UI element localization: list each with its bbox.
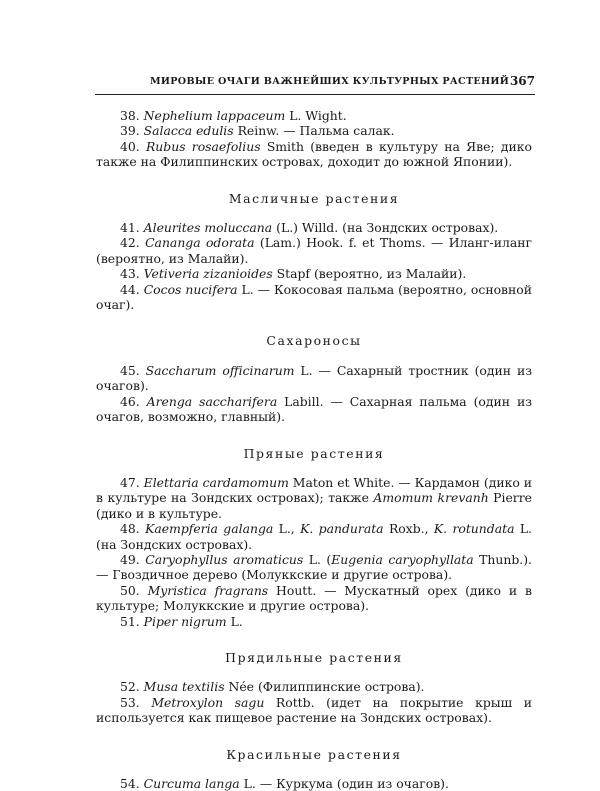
list-item: 38. Nephelium lappaceum L. Wight. xyxy=(120,108,347,123)
list-item: 53. Metroxylon sagu Rottb. (идет на покрытие крыш и используется как пищевое растение на Зондских островах). xyxy=(96,694,532,726)
list-item: 48. Kaempferia galanga L., K. pandurata Roxb., K. rotundata L. (на Зондских островах). xyxy=(96,521,532,552)
section-heading-fiber: Прядильные растения xyxy=(225,649,403,665)
list-item: 47. Elettaria cardamomum Maton et White. — Кардамон (дико и в культуре на Зондских островах); также Amomum krevanh Pierre (дико и в культуре. xyxy=(96,474,532,521)
list-item: 43. Vetiveria zizanioides Stapf (вероятно, из Малайи). xyxy=(120,266,467,282)
section-heading-spice: Пряные растения xyxy=(243,445,385,461)
list-item: 46. Arenga saccharifera Labill. — Сахарная пальма (один из очагов, возможно, главный). xyxy=(96,393,532,425)
list-item: 49. Caryophyllus aromaticus L. (Eugenia caryophyllata Thunb.). — Гвоздичное дерево (Молуккские и другие острова). xyxy=(96,551,532,583)
header-rule xyxy=(95,94,535,95)
section-heading-oil: Масличные растения xyxy=(228,190,400,206)
list-item: 45. Saccharum officinarum L. — Сахарный тростник (один из очагов). xyxy=(96,362,532,394)
page-body xyxy=(96,108,532,791)
list-item: 42. Cananga odorata (Lam.) Hook. f. et Thoms. — Иланг-иланг (вероятно, из Малайи). xyxy=(96,235,532,266)
section-heading-sugar: Сахароносы xyxy=(266,333,362,349)
list-item: 40. Rubus rosaefolius Smith (введен в культуру на Яве; дико также на Филиппинских островах, доходит до южной Японии). xyxy=(96,138,532,170)
running-header xyxy=(95,74,535,92)
running-title: МИРОВЫЕ ОЧАГИ ВАЖНЕЙШИХ КУЛЬТУРНЫХ РАСТЕНИЙ xyxy=(150,76,510,87)
list-item: 54. Curcuma langa L. — Куркума (один из очагов). xyxy=(120,776,449,791)
list-item: 39. Salacca edulis Reinw. — Пальма салак. xyxy=(120,123,395,139)
list-item: 44. Cocos nucifera L. — Кокосовая пальма (вероятно, основной очаг). xyxy=(96,281,532,313)
list-item: 52. Musa textilis Née (Филиппинские острова). xyxy=(120,679,425,695)
page-number: 367 xyxy=(509,74,535,88)
list-item: 51. Piper nigrum L. xyxy=(120,613,243,629)
section-heading-dye: Красильные растения xyxy=(226,746,402,762)
list-item: 50. Myristica fragrans Houtt. — Мускатный орех (дико и в культуре; Молуккские и другие острова). xyxy=(96,582,532,614)
list-item: 41. Aleurites moluccana (L.) Willd. (на Зондских островах). xyxy=(120,220,499,236)
